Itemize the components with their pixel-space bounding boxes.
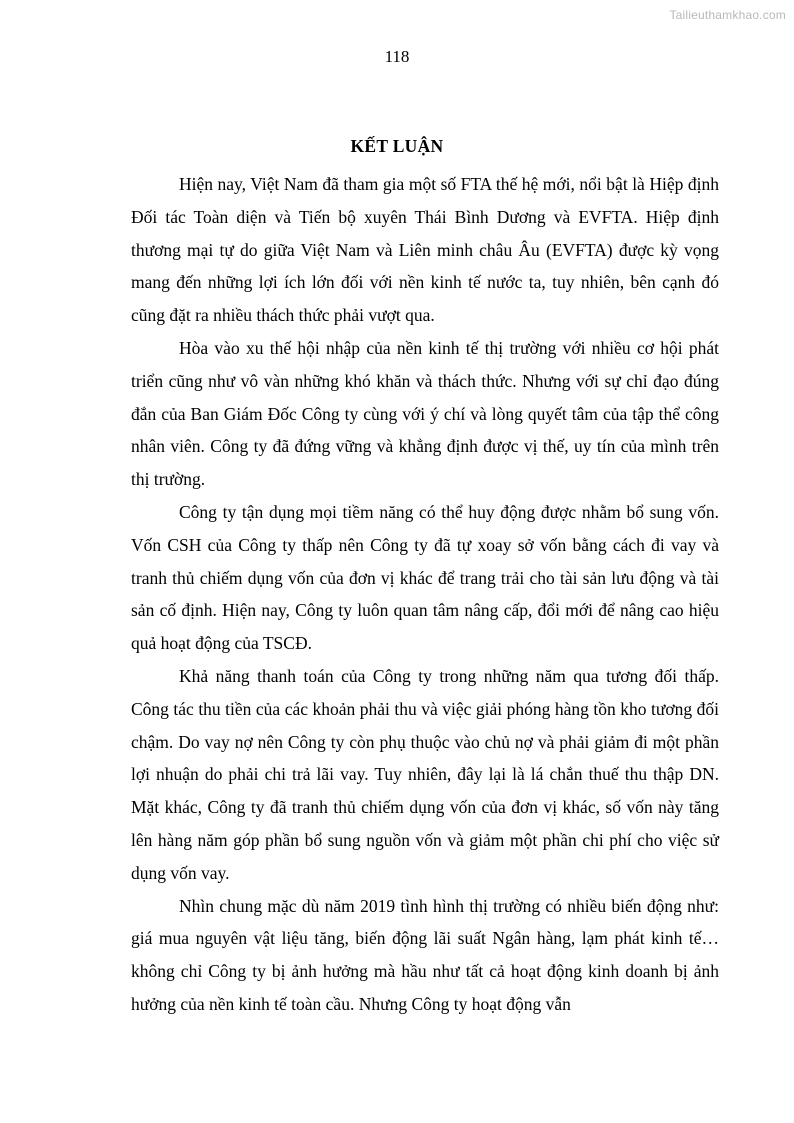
page-number: 118 (384, 47, 410, 66)
paragraph-overview: Nhìn chung mặc dù năm 2019 tình hình thị trường có nhiều biến động như: giá mua nguyên vật liệu tăng, biến động lãi suất Ngân hàng, lạm phát kinh tế… không chỉ Công ty bị ảnh hưởng mà hầu như tất cả hoạt động kinh doanh bị ảnh hưởng của nền kinh tế toàn cầu. Nhưng Công ty hoạt động vẫn (131, 895, 719, 1014)
paragraph-intro: Hiện nay, Việt Nam đã tham gia một số FTA thế hệ mới, nổi bật là Hiệp định Đối tác Toàn diện và Tiến bộ xuyên Thái Bình Dương và EVFTA. Hiệp định thương mại tự do giữa Việt Nam và Liên minh châu Âu (EVFTA) được kỳ vọng mang đến những lợi ích lớn đối với nền kinh tế nước ta, tuy nhiên, bên cạnh đó cũng đặt ra nhiều thách thức phải vượt qua. (131, 174, 719, 326)
paragraph-integration: Hòa vào xu thế hội nhập của nền kinh tế thị trường với nhiều cơ hội phát triển cũng như vô vàn những khó khăn và thách thức. Nhưng với sự chỉ đạo đúng đắn của Ban Giám Đốc Công ty cùng với ý chí và lòng quyết tâm của tập thể công nhân viên. Công ty đã đứng vững và khẳng định được vị thế, uy tín của mình trên thị trường. (131, 337, 719, 490)
paragraph-liquidity: Khả năng thanh toán của Công ty trong những năm qua tương đối thấp. Công tác thu tiền của các khoản phải thu và việc giải phóng hàng tồn kho tương đối chậm. Do vay nợ nên Công ty còn phụ thuộc vào chủ nợ và phải giảm đi một phần lợi nhuận do phải chi trả lãi vay. Tuy nhiên, đây lại là lá chắn thuế thu thập DN. Mặt khác, Công ty đã tranh thủ chiếm dụng vốn của đơn vị khác, số vốn này tăng lên hàng năm góp phần bổ sung nguồn vốn và giảm một phần chi phí cho việc sử dụng vốn vay. (131, 665, 719, 883)
paragraph-capital: Công ty tận dụng mọi tiềm năng có thể huy động được nhằm bổ sung vốn. Vốn CSH của Công ty thấp nên Công ty đã tự xoay sở vốn bằng cách đi vay và tranh thủ chiếm dụng vốn của đơn vị khác để trang trải cho tài sản lưu động và tài sản cố định. Hiện nay, Công ty luôn quan tâm nâng cấp, đổi mới để nâng cao hiệu quả hoạt động của TSCĐ. (131, 501, 719, 654)
watermark: Tailieuthamkhao.com (669, 8, 786, 22)
page-title: KẾT LUẬN (350, 136, 444, 156)
document-body (131, 168, 719, 1021)
